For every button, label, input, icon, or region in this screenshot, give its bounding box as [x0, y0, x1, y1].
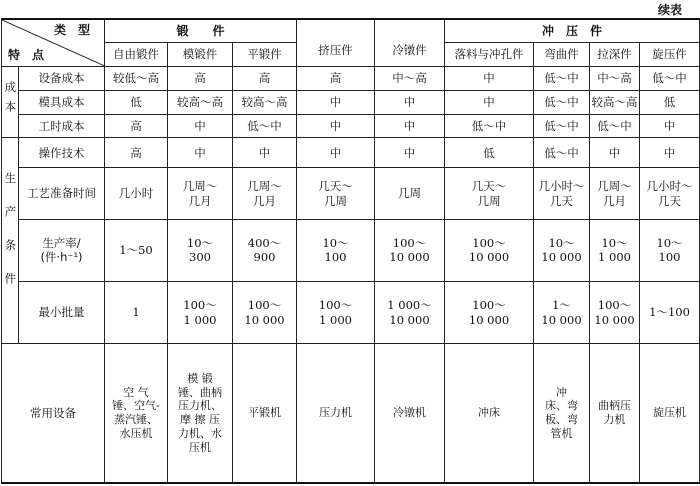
cell: 100～ 10 000: [590, 281, 640, 343]
cell: 平锻机: [233, 344, 297, 483]
cell: 高: [105, 138, 168, 168]
cell: 中～高: [590, 66, 640, 91]
group-forging: 锻 件: [105, 19, 297, 43]
cell: 几小时～ 几天: [640, 168, 700, 219]
cell: 几周: [375, 168, 445, 219]
cell: 低～中: [445, 114, 534, 138]
cell: 较高～高: [590, 91, 640, 115]
row-label-productivity: 生产率/ (件·h⁻¹): [19, 219, 105, 281]
cell: 100～ 10 000: [445, 281, 534, 343]
cell: 压力机: [297, 344, 375, 483]
cell: 低～中: [640, 66, 700, 91]
corner-header: [2, 19, 105, 66]
col-flat-forging: 平锻件: [233, 43, 297, 67]
row-label-min-batch: 最小批量: [19, 281, 105, 343]
cell: 10～ 100: [297, 219, 375, 281]
cell: 中～高: [375, 66, 445, 91]
cell: 模 锻 锤、曲柄 压力机、 摩 擦 压 力机、水 压机: [168, 344, 233, 483]
continued-label: 续表: [657, 3, 682, 17]
group-extrusion-top: [297, 19, 375, 43]
cell: 几小时～ 几天: [534, 168, 590, 219]
corner-feature-label: 特 点: [8, 47, 45, 62]
cell: 1: [105, 281, 168, 343]
cell: 中: [297, 91, 375, 115]
cell: 100～ 1 000: [297, 281, 375, 343]
cell: 中: [590, 138, 640, 168]
cell: 1～ 10 000: [534, 281, 590, 343]
col-bending: 弯曲件: [534, 43, 590, 67]
cell: 100～ 1 000: [168, 281, 233, 343]
cell: 几天～ 几周: [445, 168, 534, 219]
cell: 中: [375, 91, 445, 115]
cell: 1 000～ 10 000: [375, 281, 445, 343]
comparison-table: [1, 18, 700, 484]
col-free-forging: 自由锻件: [105, 43, 168, 67]
cell: 100～ 10 000: [375, 219, 445, 281]
row-label-die-cost: 模具成本: [19, 91, 105, 115]
group-cold-heading-top: [375, 19, 445, 43]
cell: 中: [375, 114, 445, 138]
cell: 1～100: [640, 281, 700, 343]
cell: 10～ 1 000: [590, 219, 640, 281]
cell: 几小时: [105, 168, 168, 219]
cell: 中: [640, 138, 700, 168]
col-blanking: 落料与冲孔件: [445, 43, 534, 67]
cell: 低～中: [590, 114, 640, 138]
cell: 几天～ 几周: [297, 168, 375, 219]
cell: 低: [105, 91, 168, 115]
row-label-equipment: 常用设备: [2, 344, 105, 483]
cell: 低～中: [233, 114, 297, 138]
cell: 高: [297, 66, 375, 91]
cell: 低～中: [534, 138, 590, 168]
col-die-forging: 模锻件: [168, 43, 233, 67]
row-label-operation-skill: 操作技术: [19, 138, 105, 168]
cell: 冲床: [445, 344, 534, 483]
cell: 低～中: [534, 66, 590, 91]
col-extrusion: 挤压件: [297, 43, 375, 67]
cell: 10～ 300: [168, 219, 233, 281]
cell: 中: [445, 66, 534, 91]
row-label-labor-cost: 工时成本: [19, 114, 105, 138]
cell: 100～ 10 000: [445, 219, 534, 281]
cell: 中: [640, 114, 700, 138]
cell: 旋压机: [640, 344, 700, 483]
cell: 高: [168, 66, 233, 91]
cell: 高: [233, 66, 297, 91]
cell: 几周～ 几月: [168, 168, 233, 219]
cell: 中: [375, 138, 445, 168]
cell: 低～中: [534, 91, 590, 115]
cell: 高: [105, 114, 168, 138]
corner-type-label: 类 型: [53, 23, 90, 37]
cell: 10～ 100: [640, 219, 700, 281]
col-cold-heading: 冷镦件: [375, 43, 445, 67]
cell: 10～ 10 000: [534, 219, 590, 281]
cell: 空 气 锤、空气- 蒸汽锤、 水压机: [105, 344, 168, 483]
cell: 中: [297, 138, 375, 168]
cell: 冷镦机: [375, 344, 445, 483]
cell: 中: [168, 138, 233, 168]
cell: 较高～高: [233, 91, 297, 115]
cell: 400～ 900: [233, 219, 297, 281]
section-cost-label: 成本: [3, 80, 18, 120]
col-drawing: 拉深件: [590, 43, 640, 67]
cell: 曲柄压 力机: [590, 344, 640, 483]
cell: 中: [168, 114, 233, 138]
cell: 100～ 10 000: [233, 281, 297, 343]
cell: 较低～高: [105, 66, 168, 91]
section-cost: [2, 66, 19, 138]
cell: 1～50: [105, 219, 168, 281]
cell: 几周～ 几月: [233, 168, 297, 219]
col-spinning: 旋压件: [640, 43, 700, 67]
cell: 中: [445, 91, 534, 115]
cell: 冲 床、弯 板、弯 管机: [534, 344, 590, 483]
cell: 低: [445, 138, 534, 168]
section-production-label: 生产条件: [3, 172, 18, 307]
row-label-equipment-cost: 设备成本: [19, 66, 105, 91]
section-production: [2, 138, 19, 344]
cell: 低～中: [534, 114, 590, 138]
cell: 几周～ 几月: [590, 168, 640, 219]
cell: 中: [297, 114, 375, 138]
row-label-prep-time: 工艺准备时间: [19, 168, 105, 219]
cell: 中: [233, 138, 297, 168]
group-stamping: 冲 压 件: [445, 19, 700, 43]
cell: 低: [640, 91, 700, 115]
cell: 较高～高: [168, 91, 233, 115]
